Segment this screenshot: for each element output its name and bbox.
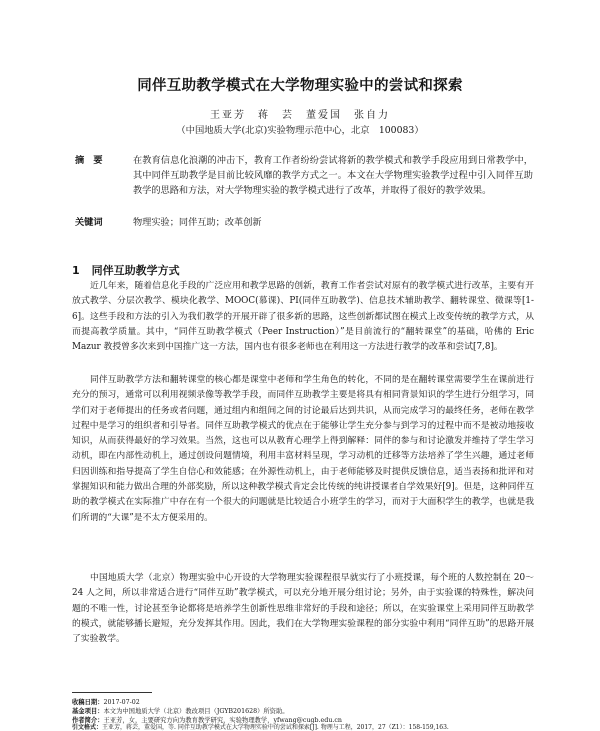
section-title: 同伴互助教学方式 <box>91 264 180 277</box>
body-paragraph: 同伴互助教学方法和翻转课堂的核心都是课堂中老师和学生角色的转化，不同的是在翻转课堂需要学生在课前进行充分的预习，通常可以利用视频录像等教学手段，而同伴互助教学主要是将具有相同背景知识的学生进行分组学习，同学们对于老师提出的任务或者问题，通过组内和组间之间的讨论最后达到共识，从而完成学习的最终任务，老师在教学过程中是学习的组织者和引导者。同伴互助教学模式的优点在于能够让学生充分参与到学习的过程中而不是被动地接收知识，从而获得最好的学习效果。当然，这也可以从教育心理学上得到解释：同伴的参与和讨论激发并维持了学生学习动机，即在内部性动机上，通过创设问题情境，利用丰富材料呈现，学习动机的迁移等方法培养了学生兴趣，通过老师归因训练和指导提高了学生自信心和效能感；在外源性动机上，由于老师能够及时提供反馈信息，适当表扬和批评和对掌握知识和能力做出合理的外部奖励，所以这种教学模式肯定会比传统的纯讲授课者自学效果好[9]。但是，这种同伴互助的教学模式在实际推广中存在有一个很大的问题就是比较适合小班学生的学习，而对于大面积学生的教学，也就是我们所谓的“大课”是不太方便采用的。 <box>72 375 534 523</box>
keywords-label: 关键词 <box>75 217 103 228</box>
footnote-text: 本文为中国地质大学（北京）教改项目（JGYB201628）所资助。 <box>103 708 289 715</box>
footnote-divider <box>72 692 152 693</box>
footnote-label: 作者简介： <box>72 717 104 724</box>
author-list: 王亚芳 蒋 芸 董爱国 张自力 <box>210 110 390 121</box>
affiliation: （中国地质大学(北京)实验物理示范中心，北京 100083） <box>176 125 424 136</box>
abstract-label: 摘 要 <box>75 155 103 166</box>
footnote-text: 王亚芳，女，主要研究方向为教育教学研究，实验物理教学，yfwang@cugb.edu.cn <box>103 717 342 724</box>
keywords-text: 物理实验；同伴互助；改革创新 <box>133 217 262 228</box>
footnote-text: 王亚芳，蒋芸，董爱国，等. 同伴互助教学模式在大学物理实验中的尝试和探索[J]. 物理与工程，2017，27（Z1）：158-159,163. <box>102 724 449 731</box>
section-heading <box>72 262 180 278</box>
footnote-label: 收稿日期： <box>72 699 104 706</box>
paper-title: 同伴互助教学模式在大学物理实验中的尝试和探索 <box>137 78 463 94</box>
body-paragraph: 近几年来，随着信息化手段的广泛应用和教学思路的创新，教育工作者尝试对原有的教学模式进行改革，主要有开放式教学、分层次教学、模块化教学、MOOC(慕课)、PI(同伴互助教学)、信息技术辅助教学、翻转课堂、微课等[1-6]。这些手段和方法的引入为我们教学的开展开辟了很多新的思路，这些创新都试图在模式上改变传统的教学方式，从而提高教学质量。其中，“同伴互助教学模式（Peer Instruction）”是目前流行的“翻转课堂”的基础，哈佛的 Eric Mazur 教授曾多次来到中国推广这一方法，国内也有很多老师也在利用这一方法进行教学的改革和尝试[7,8]。 <box>72 281 534 353</box>
footnote-citation <box>72 725 542 731</box>
body-paragraph: 中国地质大学（北京）物理实验中心开设的大学物理实验课程很早就实行了小班授课，每个班的人数控制在 20～24 人之间，所以非常适合进行“同伴互助”教学模式，可以充分地开展分组讨论；另外，由于实验课的特殊性，解决问题的不唯一性，讨论甚至争论都将是培养学生创新性思维非常好的手段和途径；所以，在实验课堂上采用同伴互助教学的模式，就能够播长避短，充分发挥其作用。因此，我们在大学物理实验课程的部分实验中利用“同伴互助”的思路开展了实验教学。 <box>72 573 534 645</box>
footnote-text: 2017-07-02 <box>103 699 140 706</box>
footnote-label: 引文格式： <box>72 724 103 731</box>
abstract-text: 在教育信息化浪潮的冲击下，教育工作者纷纷尝试将新的教学模式和教学手段应用到日常教学中，其中同伴互助教学是目前比较风靡的教学方式之一。本文在大学物理实验教学过程中引入同伴互助教学的思路和方法，对大学物理实验的教学模式进行了改革，并取得了很好的教学效果。 <box>133 155 533 196</box>
section-number: 1 <box>72 264 80 277</box>
footnote-label: 基金项目： <box>72 708 104 715</box>
